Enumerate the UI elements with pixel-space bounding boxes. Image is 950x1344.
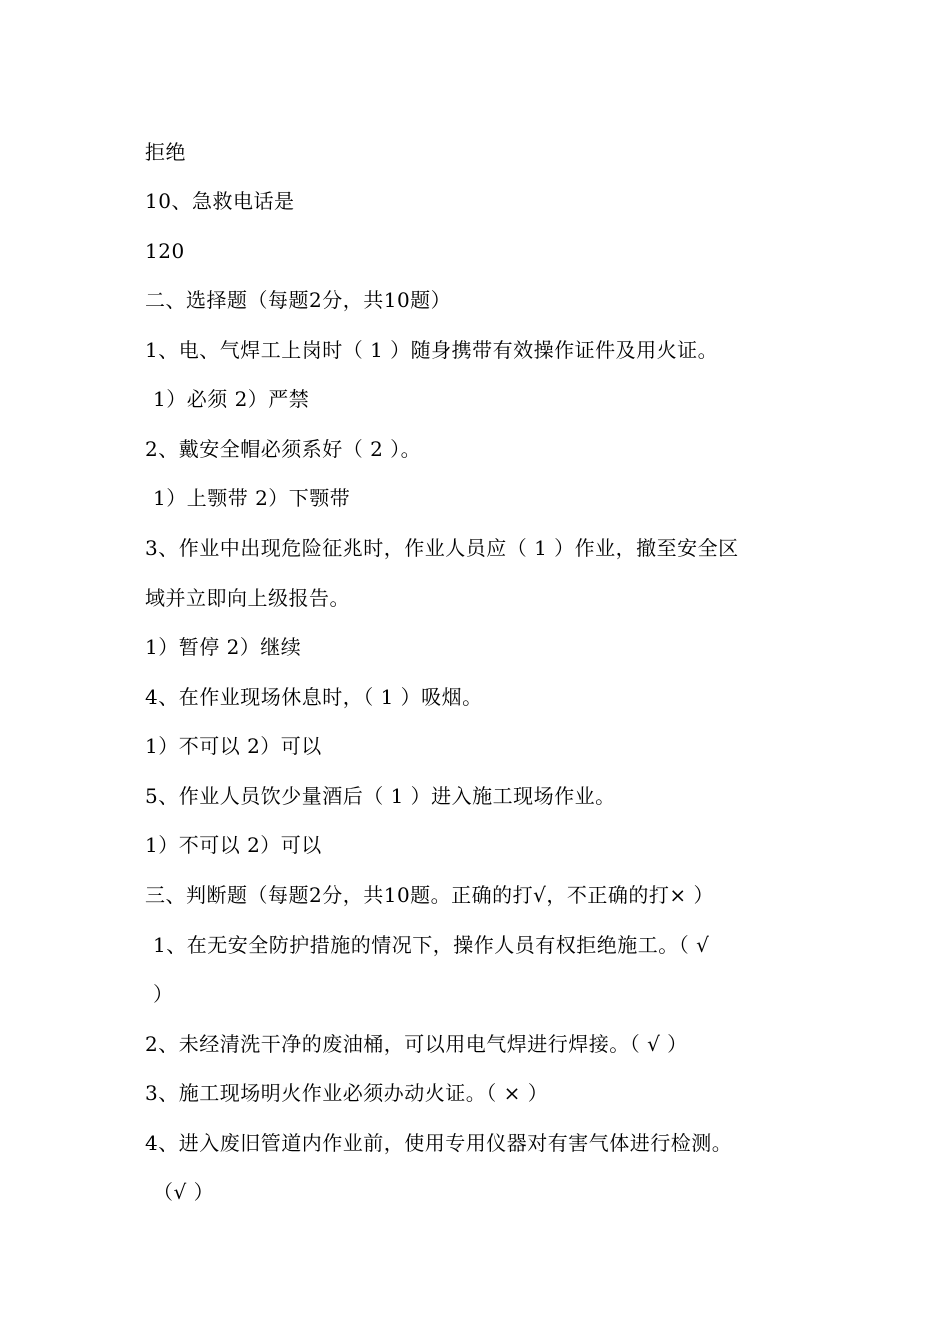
judge-question-1-continued: ） bbox=[153, 982, 174, 1006]
choice-question-3: 3、作业中出现危险征兆时，作业人员应（ 1 ）作业，撤至安全区 bbox=[145, 536, 739, 560]
judge-question-4: 4、进入废旧管道内作业前，使用专用仪器对有害气体进行检测。 bbox=[145, 1131, 733, 1155]
choice-question-4: 4、在作业现场休息时，（ 1 ）吸烟。 bbox=[145, 685, 483, 709]
choice-question-2-options: 1）上颚带 2）下颚带 bbox=[153, 486, 351, 510]
choice-question-1: 1、电、气焊工上岗时（ 1 ）随身携带有效操作证件及用火证。 bbox=[145, 338, 719, 362]
answer-120: 120 bbox=[145, 239, 185, 263]
choice-question-5-options: 1）不可以 2）可以 bbox=[145, 833, 322, 857]
question-10-emergency-number: 10、急救电话是 bbox=[145, 189, 295, 213]
judge-question-1: 1、在无安全防护措施的情况下，操作人员有权拒绝施工。（ √ bbox=[153, 933, 710, 957]
text-line-refuse: 拒绝 bbox=[145, 140, 186, 164]
choice-question-2: 2、戴安全帽必须系好（ 2 ）。 bbox=[145, 437, 422, 461]
choice-question-3-options: 1）暂停 2）继续 bbox=[145, 635, 302, 659]
judge-question-3: 3、施工现场明火作业必须办动火证。（ × ） bbox=[145, 1081, 549, 1105]
judge-question-4-continued: （√ ） bbox=[153, 1180, 215, 1204]
choice-question-5: 5、作业人员饮少量酒后（ 1 ）进入施工现场作业。 bbox=[145, 784, 616, 808]
judge-question-2: 2、未经清洗干净的废油桶，可以用电气焊进行焊接。（ √ ） bbox=[145, 1032, 688, 1056]
choice-question-1-options: 1）必须 2）严禁 bbox=[153, 387, 310, 411]
choice-question-4-options: 1）不可以 2）可以 bbox=[145, 734, 322, 758]
choice-question-3-continued: 域并立即向上级报告。 bbox=[145, 586, 350, 610]
section-heading-true-false: 三、判断题（每题2分，共10题。正确的打√，不正确的打× ） bbox=[145, 883, 715, 907]
section-heading-multiple-choice: 二、选择题（每题2分，共10题） bbox=[145, 288, 452, 312]
